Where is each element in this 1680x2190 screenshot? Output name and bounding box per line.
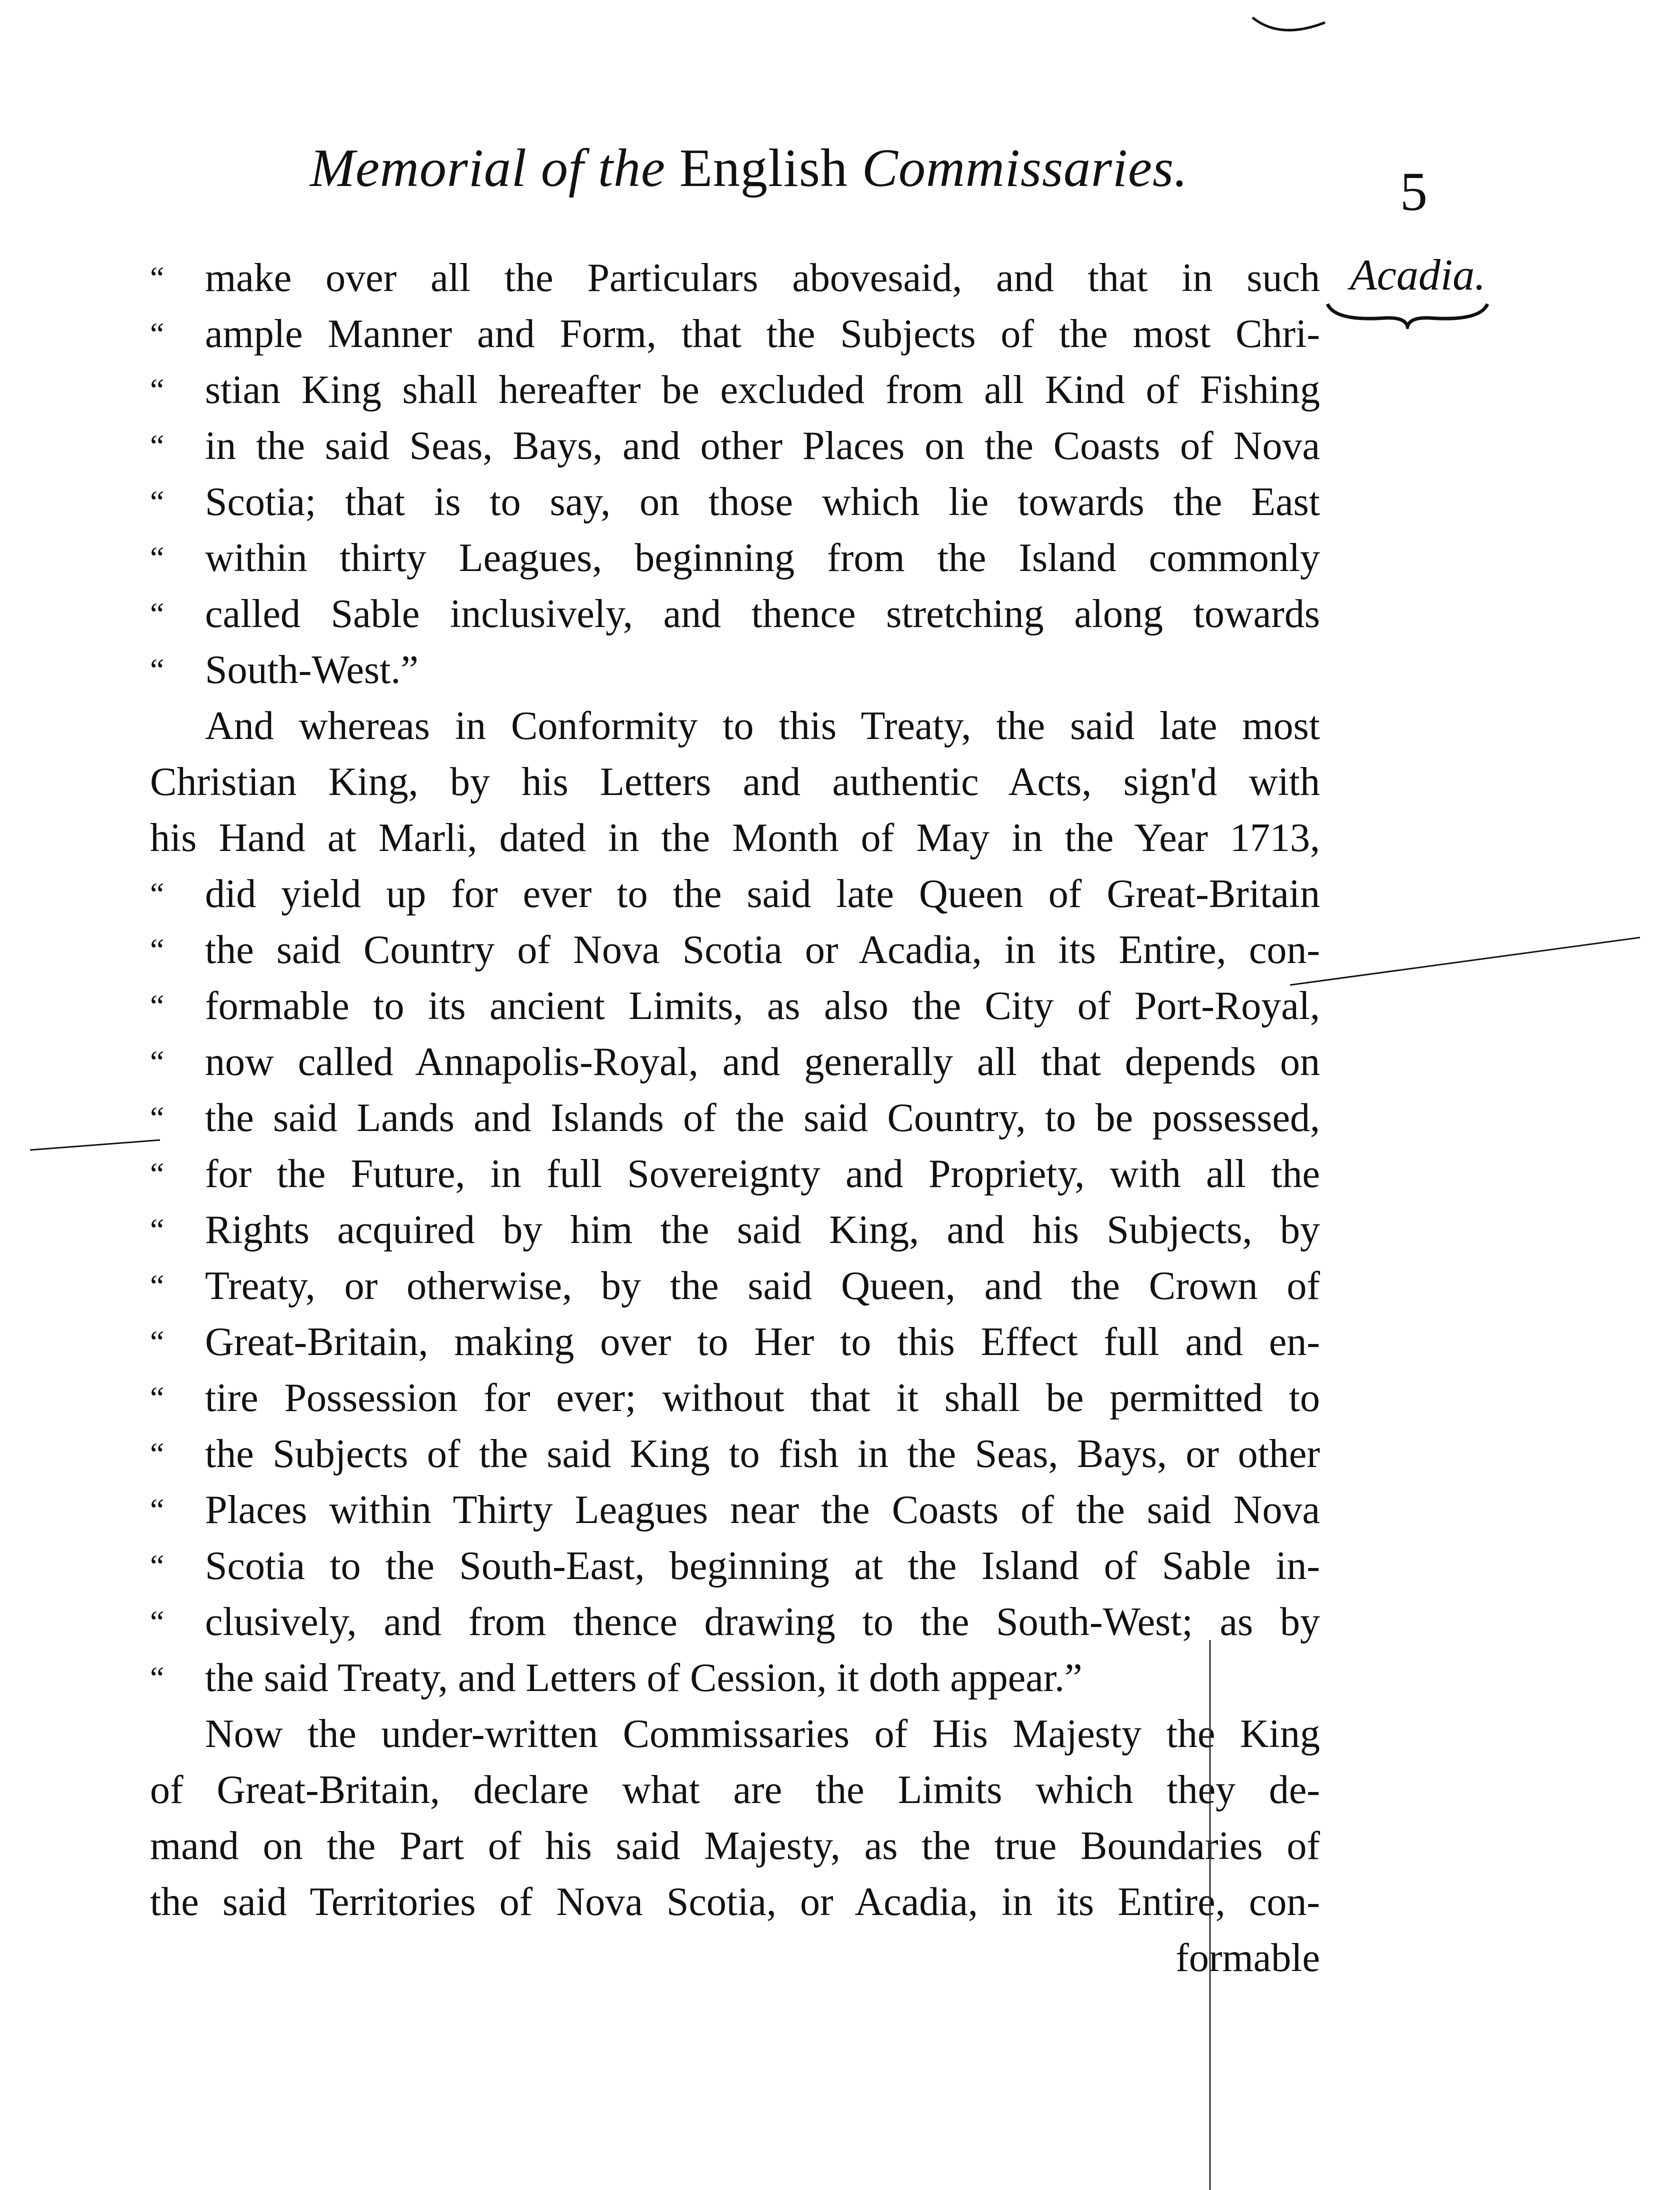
margin-stroke-left [30,1135,160,1155]
running-head-part-c: Commissaries. [848,138,1188,198]
text-line: “ clusively, and from thence drawing to the South-West; as by [150,1594,1320,1650]
text-line: “ the said Treaty, and Letters of Cession, it doth appear.” [150,1650,1320,1706]
margin-stroke-right [1290,935,1640,995]
text-line: “ formable to its ancient Limits, as also the City of Port-Royal, [150,978,1320,1034]
text-line: “ the said Country of Nova Scotia or Acadia, in its Entire, con- [150,922,1320,978]
handwritten-brace [1325,299,1490,329]
text-line: “ Treaty, or otherwise, by the said Queen, and the Crown of [150,1258,1320,1314]
text-line: “ for the Future, in full Sovereignty and Propriety, with all the [150,1146,1320,1202]
text-line: “ Scotia; that is to say, on those which lie towards the East [150,474,1320,530]
running-head-part-a: Memorial of the [310,138,680,198]
text-line: “ South-West.” [150,642,1320,698]
handwritten-mark-top [1250,10,1330,40]
text-line: of Great-Britain, declare what are the Limits which they de- [150,1768,1320,1812]
text-line: “ the Subjects of the said King to fish in the Seas, Bays, or other [150,1426,1320,1482]
text-line: “ ample Manner and Form, that the Subjects of the most Chri- [150,306,1320,362]
margin-note: Acadia. [1350,251,1486,300]
text-line: “ now called Annapolis-Royal, and generally all that depends on [150,1034,1320,1090]
text-line: Now the under-written Commissaries of His Majesty the King [205,1712,1320,1756]
text-line: “ did yield up for ever to the said late Queen of Great-Britain [150,866,1320,922]
text-block [150,250,1320,1986]
text-line: “ stian King shall hereafter be excluded from all Kind of Fishing [150,362,1320,418]
catchword: formable [1176,1936,1320,1980]
text-line: “ tire Possession for ever; without that it shall be permitted to [150,1370,1320,1426]
text-line: his Hand at Marli, dated in the Month of May in the Year 1713, [150,816,1320,860]
running-head [310,138,1188,200]
text-line: “ within thirty Leagues, beginning from the Island commonly [150,530,1320,586]
text-line: “ make over all the Particulars abovesaid, and that in such [150,250,1320,306]
text-line: “ Rights acquired by him the said King, and his Subjects, by [150,1202,1320,1258]
page-number: 5 [1400,161,1428,222]
text-line: And whereas in Conformity to this Treaty, the said late most [205,704,1320,748]
text-line: the said Territories of Nova Scotia, or Acadia, in its Entire, con- [150,1880,1320,1924]
text-line: mand on the Part of his said Majesty, as the true Boundaries of [150,1824,1320,1868]
text-line: “ called Sable inclusively, and thence stretching along towards [150,586,1320,642]
text-line: “ Places within Thirty Leagues near the Coasts of the said Nova [150,1482,1320,1538]
margin-vertical-rule [1205,1640,1215,2190]
text-line: “ in the said Seas, Bays, and other Places on the Coasts of Nova [150,418,1320,474]
text-line: Christian King, by his Letters and authentic Acts, sign'd with [150,760,1320,804]
text-line: “ the said Lands and Islands of the said Country, to be possessed, [150,1090,1320,1146]
text-line: “ Great-Britain, making over to Her to this Effect full and en- [150,1314,1320,1370]
running-head-part-b: English [679,138,848,198]
text-line: “ Scotia to the South-East, beginning at the Island of Sable in- [150,1538,1320,1594]
